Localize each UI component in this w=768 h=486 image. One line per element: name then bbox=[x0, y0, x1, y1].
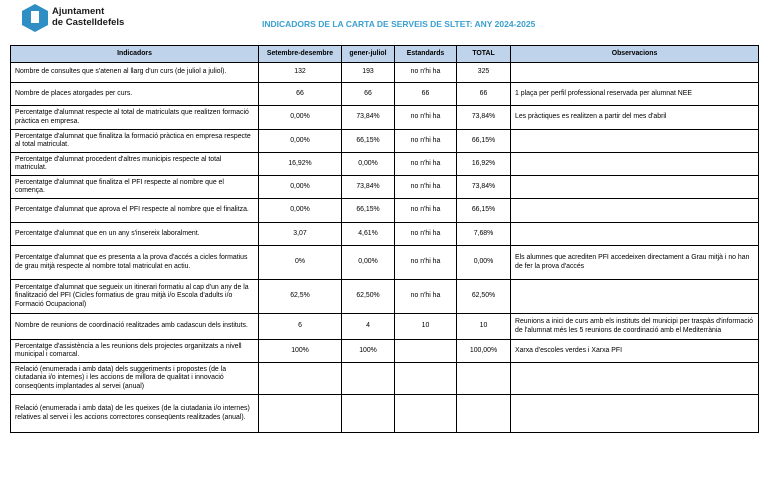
standard-cell: no n'hi ha bbox=[395, 63, 457, 83]
observation-cell bbox=[511, 223, 759, 246]
standard-cell bbox=[395, 395, 457, 433]
standard-cell: no n'hi ha bbox=[395, 199, 457, 223]
jan-jul-cell: 66,15% bbox=[342, 130, 395, 153]
observation-cell: Xarxa d'escoles verdes i Xarxa PFI bbox=[511, 340, 759, 363]
sep-dec-cell: 66 bbox=[259, 83, 342, 106]
sep-dec-cell: 0,00% bbox=[259, 106, 342, 130]
table-row bbox=[11, 106, 759, 130]
logo bbox=[22, 4, 152, 36]
total-cell: 7,68% bbox=[457, 223, 511, 246]
observation-cell: Els alumnes que acrediten PFI accedeixen directament a Grau mitjà i no han de fer la prova d'accés bbox=[511, 246, 759, 280]
page-header bbox=[0, 0, 768, 42]
observation-cell: Reunions a inici de curs amb els instituts del municipi per traspàs d'informació de l'alumnat més les 5 reunions de coordinació amb el Mediterrània bbox=[511, 314, 759, 340]
total-cell: 66,15% bbox=[457, 130, 511, 153]
sep-dec-cell: 3,07 bbox=[259, 223, 342, 246]
jan-jul-cell: 4 bbox=[342, 314, 395, 340]
logo-line-2: de Castelldefels bbox=[52, 17, 125, 28]
standard-cell bbox=[395, 340, 457, 363]
indicator-cell: Percentatge d'alumnat que finalitza el PFI respecte al nombre que el comença. bbox=[11, 176, 259, 199]
observation-cell bbox=[511, 395, 759, 433]
jan-jul-cell: 73,84% bbox=[342, 176, 395, 199]
indicator-cell: Percentatge d'alumnat procedent d'altres municipis respecte al total matriculat. bbox=[11, 153, 259, 176]
standard-cell: no n'hi ha bbox=[395, 246, 457, 280]
table-header-row bbox=[11, 46, 759, 63]
indicator-cell: Percentatge d'alumnat que es presenta a la prova d'accés a cicles formatius de grau mitjà respecte al nombre total matriculat en actiu. bbox=[11, 246, 259, 280]
logo-text bbox=[52, 6, 124, 28]
header-standards: Estandards bbox=[395, 46, 457, 63]
indicators-table bbox=[10, 45, 759, 433]
total-cell: 66 bbox=[457, 83, 511, 106]
sep-dec-cell: 0,00% bbox=[259, 176, 342, 199]
table-row bbox=[11, 130, 759, 153]
jan-jul-cell: 100% bbox=[342, 340, 395, 363]
total-cell: 16,92% bbox=[457, 153, 511, 176]
indicator-cell: Percentatge d'alumnat que aprova el PFI respecte al nombre que el finalitza. bbox=[11, 199, 259, 223]
indicator-cell: Relació (enumerada i amb data) dels suggeriments i propostes (de la ciutadania i/o internes) i les accions de millora de qualitat i innovació conseqüents implantades al servei (anual) bbox=[11, 363, 259, 395]
page-title: INDICADORS DE LA CARTA DE SERVEIS DE SLTET: ANY 2024-2025 bbox=[262, 19, 536, 29]
table-row bbox=[11, 340, 759, 363]
jan-jul-cell: 73,84% bbox=[342, 106, 395, 130]
total-cell: 66,15% bbox=[457, 199, 511, 223]
observation-cell bbox=[511, 176, 759, 199]
jan-jul-cell: 4,61% bbox=[342, 223, 395, 246]
sep-dec-cell bbox=[259, 395, 342, 433]
sep-dec-cell bbox=[259, 363, 342, 395]
sep-dec-cell: 6 bbox=[259, 314, 342, 340]
logo-line-1: Ajuntament bbox=[52, 6, 105, 17]
header-sep-dec: Setembre-desembre bbox=[259, 46, 342, 63]
total-cell: 62,50% bbox=[457, 280, 511, 314]
jan-jul-cell: 66,15% bbox=[342, 199, 395, 223]
total-cell: 100,00% bbox=[457, 340, 511, 363]
total-cell: 73,84% bbox=[457, 106, 511, 130]
total-cell bbox=[457, 363, 511, 395]
table-row bbox=[11, 395, 759, 433]
jan-jul-cell: 0,00% bbox=[342, 153, 395, 176]
table-row bbox=[11, 314, 759, 340]
table-row bbox=[11, 153, 759, 176]
standard-cell: no n'hi ha bbox=[395, 106, 457, 130]
observation-cell bbox=[511, 280, 759, 314]
total-cell bbox=[457, 395, 511, 433]
standard-cell bbox=[395, 363, 457, 395]
castle-icon bbox=[22, 4, 48, 32]
standard-cell: no n'hi ha bbox=[395, 176, 457, 199]
table-row bbox=[11, 176, 759, 199]
observation-cell bbox=[511, 130, 759, 153]
table-row bbox=[11, 280, 759, 314]
sep-dec-cell: 132 bbox=[259, 63, 342, 83]
jan-jul-cell: 62,50% bbox=[342, 280, 395, 314]
indicator-cell: Percentatge d'assistència a les reunions dels projectes organitzats a nivell municipal i comarcal. bbox=[11, 340, 259, 363]
total-cell: 0,00% bbox=[457, 246, 511, 280]
total-cell: 73,84% bbox=[457, 176, 511, 199]
jan-jul-cell bbox=[342, 395, 395, 433]
sep-dec-cell: 0,00% bbox=[259, 199, 342, 223]
table-row bbox=[11, 83, 759, 106]
observation-cell: Les pràctiques es realitzen a partir del mes d'abril bbox=[511, 106, 759, 130]
observation-cell: 1 plaça per perfil professional reservada per alumnat NEE bbox=[511, 83, 759, 106]
standard-cell: 10 bbox=[395, 314, 457, 340]
header-observations: Observacions bbox=[511, 46, 759, 63]
observation-cell bbox=[511, 199, 759, 223]
sep-dec-cell: 16,92% bbox=[259, 153, 342, 176]
table-row bbox=[11, 363, 759, 395]
sep-dec-cell: 0,00% bbox=[259, 130, 342, 153]
header-indicators: Indicadors bbox=[11, 46, 259, 63]
indicator-cell: Percentatge d'alumnat que segueix un itinerari formatiu al cap d'un any de la finalització del PFI (Cicles formatius de grau mitjà i/o Escola d'adults i/o Formació Ocupacional) bbox=[11, 280, 259, 314]
table-row bbox=[11, 246, 759, 280]
header-total: TOTAL bbox=[457, 46, 511, 63]
table-row bbox=[11, 199, 759, 223]
table-row bbox=[11, 63, 759, 83]
sep-dec-cell: 0% bbox=[259, 246, 342, 280]
jan-jul-cell: 66 bbox=[342, 83, 395, 106]
indicator-cell: Percentatge d'alumnat que en un any s'insereix laboralment. bbox=[11, 223, 259, 246]
indicator-cell: Percentatge d'alumnat respecte al total de matriculats que realitzen formació pràctica en empresa. bbox=[11, 106, 259, 130]
indicator-cell: Nombre de places atorgades per curs. bbox=[11, 83, 259, 106]
observation-cell bbox=[511, 63, 759, 83]
jan-jul-cell bbox=[342, 363, 395, 395]
header-jan-jul: gener-juliol bbox=[342, 46, 395, 63]
standard-cell: no n'hi ha bbox=[395, 153, 457, 176]
indicator-cell: Nombre de consultes que s'atenen al llarg d'un curs (de juliol a juliol). bbox=[11, 63, 259, 83]
jan-jul-cell: 0,00% bbox=[342, 246, 395, 280]
standard-cell: no n'hi ha bbox=[395, 130, 457, 153]
standard-cell: no n'hi ha bbox=[395, 223, 457, 246]
jan-jul-cell: 193 bbox=[342, 63, 395, 83]
observation-cell bbox=[511, 153, 759, 176]
standard-cell: 66 bbox=[395, 83, 457, 106]
table-row bbox=[11, 223, 759, 246]
standard-cell: no n'hi ha bbox=[395, 280, 457, 314]
indicator-cell: Relació (enumerada i amb data) de les queixes (de la ciutadania i/o internes) relatives al servei i les accions correctores conseqüents realitzades (anual). bbox=[11, 395, 259, 433]
total-cell: 10 bbox=[457, 314, 511, 340]
sep-dec-cell: 100% bbox=[259, 340, 342, 363]
indicator-cell: Nombre de reunions de coordinació realitzades amb cadascun dels instituts. bbox=[11, 314, 259, 340]
total-cell: 325 bbox=[457, 63, 511, 83]
observation-cell bbox=[511, 363, 759, 395]
indicator-cell: Percentatge d'alumnat que finalitza la formació pràctica en empresa respecte al total matriculat. bbox=[11, 130, 259, 153]
sep-dec-cell: 62,5% bbox=[259, 280, 342, 314]
